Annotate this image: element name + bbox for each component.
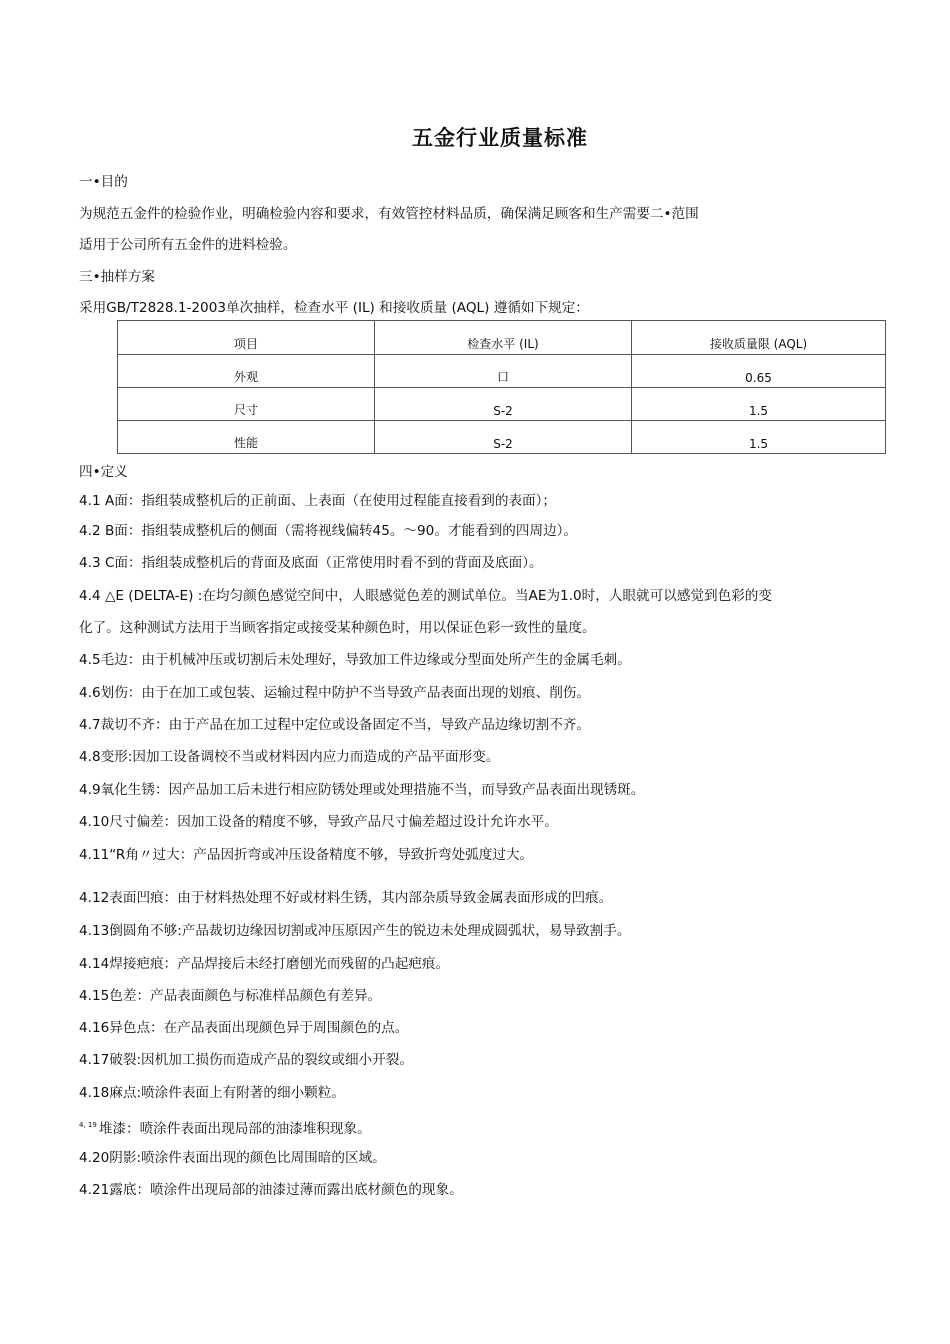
section-3-text: 采用GB/T2828.1-2003单次抽样，检查水平 (IL) 和接收质量 (AQL) 遵循如下规定： bbox=[79, 300, 589, 316]
definition-item: 4.3 C面：指组装成整机后的背面及底面（正常使用时看不到的背面及底面）。 bbox=[79, 555, 543, 571]
table-cell: 尺寸 bbox=[118, 388, 375, 421]
definition-item: 4.2 B面：指组装成整机后的侧面（需将视线偏转45。〜90。才能看到的四周边）。 bbox=[79, 523, 578, 539]
table-cell: 口 bbox=[375, 355, 632, 388]
table-row bbox=[118, 421, 886, 454]
table-cell: 0.65 bbox=[632, 355, 886, 388]
section-2-text: 适用于公司所有五金件的进料检验。 bbox=[79, 237, 297, 253]
definition-item: 4.10尺寸偏差：因加工设备的精度不够，导致产品尺寸偏差超过设计允许水平。 bbox=[79, 814, 558, 830]
table-cell: S-2 bbox=[375, 421, 632, 454]
definition-item: 4.7裁切不齐：由于产品在加工过程中定位或设备固定不当，导致产品边缘切割不齐。 bbox=[79, 717, 590, 733]
definition-item: 4.21露底：喷涂件出现局部的油漆过薄而露出底材颜色的现象。 bbox=[79, 1182, 463, 1198]
definition-item bbox=[79, 1116, 371, 1138]
definition-item: 4.8变形:因加工设备调校不当或材料因内应力而造成的产品平面形变。 bbox=[79, 749, 500, 765]
definition-item: 4.20阴影:喷涂件表面出现的颜色比周围暗的区域。 bbox=[79, 1150, 386, 1166]
section-1-heading: 一•目的 bbox=[79, 174, 128, 190]
definition-item-continued: 化了。这种测试方法用于当顾客指定或接受某种颜色时，用以保证色彩一致性的量度。 bbox=[79, 620, 596, 636]
definition-text: 堆漆：喷涂件表面出现局部的油漆堆积现象。 bbox=[98, 1121, 371, 1137]
definition-number: 4, 19 bbox=[79, 1121, 97, 1129]
section-1-text: 为规范五金件的检验作业，明确检验内容和要求，有效管控材料品质，确保满足顾客和生产需要二•范围 bbox=[79, 206, 699, 222]
table-cell: 1.5 bbox=[632, 421, 886, 454]
table-header-cell: 接收质量限 (AQL) bbox=[632, 321, 886, 355]
definition-item: 4.17破裂:因机加工损伤而造成产品的裂纹或细小开裂。 bbox=[79, 1052, 413, 1068]
table-header-cell: 项目 bbox=[118, 321, 375, 355]
table-cell: S-2 bbox=[375, 388, 632, 421]
definition-item: 4.16异色点：在产品表面出现颜色异于周围颜色的点。 bbox=[79, 1020, 409, 1036]
definition-item: 4.6划伤：由于在加工或包装、运输过程中防护不当导致产品表面出现的划痕、削伤。 bbox=[79, 685, 590, 701]
table-cell: 1.5 bbox=[632, 388, 886, 421]
table-header-row bbox=[118, 321, 886, 355]
document-title: 五金行业质量标准 bbox=[412, 126, 588, 150]
definition-item: 4.1 A面：指组装成整机后的正前面、上表面（在使用过程能直接看到的表面）； bbox=[79, 493, 557, 509]
table-header-cell: 检查水平 (IL) bbox=[375, 321, 632, 355]
definition-item: 4.12表面凹痕：由于材料热处理不好或材料生锈，其内部杂质导致金属表面形成的凹痕。 bbox=[79, 890, 613, 906]
table-cell: 性能 bbox=[118, 421, 375, 454]
definition-item: 4.18麻点:喷涂件表面上有附著的细小颗粒。 bbox=[79, 1085, 345, 1101]
definition-item: 4.5毛边：由于机械冲压或切割后未处理好，导致加工件边缘或分型面处所产生的金属毛刺。 bbox=[79, 652, 631, 668]
definition-item: 4.11“R角〃过大：产品因折弯或冲压设备精度不够，导致折弯处弧度过大。 bbox=[79, 847, 534, 863]
definition-item: 4.4 △E (DELTA-E) :在均匀颜色感觉空间中，人眼感觉色差的测试单位。当AE为1.0时，人眼就可以感觉到色彩的变 bbox=[79, 588, 772, 604]
definition-item: 4.15色差：产品表面颜色与标准样品颜色有差异。 bbox=[79, 988, 382, 1004]
table-row bbox=[118, 355, 886, 388]
table-row bbox=[118, 388, 886, 421]
definition-item: 4.14焊接疤痕：产品焊接后未经打磨刨光而残留的凸起疤痕。 bbox=[79, 956, 450, 972]
definition-item: 4.13倒圆角不够:产品裁切边缘因切割或冲压原因产生的锐边未处理成圆弧状，易导致割手。 bbox=[79, 923, 631, 939]
sampling-table bbox=[117, 320, 886, 454]
section-3-heading: 三•抽样方案 bbox=[79, 269, 155, 285]
definition-item: 4.9氧化生锈：因产品加工后未进行相应防锈处理或处理措施不当，而导致产品表面出现锈斑。 bbox=[79, 782, 645, 798]
section-4-heading: 四•定义 bbox=[79, 464, 128, 480]
table-cell: 外观 bbox=[118, 355, 375, 388]
